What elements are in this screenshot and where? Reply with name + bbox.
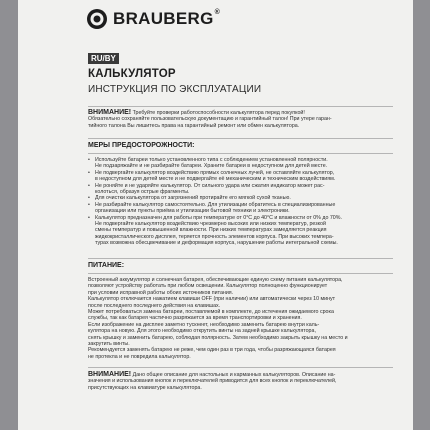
attention-line: присутствующих на клавиатуре калькулятора. — [88, 384, 202, 391]
power-header: ПИТАНИЕ: — [88, 262, 125, 269]
power-line: закрутить винты. — [88, 341, 130, 348]
divider — [88, 273, 393, 274]
power-line: Может потребоваться замена батареи, поставляемой в комплекте, до истечения ожидаемого срока — [88, 309, 334, 316]
document-title: КАЛЬКУЛЯТОР — [88, 68, 176, 80]
attention-line: значения и использования кнопок и переключателей приводится для всех кнопок и переключателей, — [88, 378, 337, 385]
precautions-list — [88, 157, 393, 247]
list-item: • Для очистки калькулятора от загрязнений протирайте его мягкой сухой тканью. — [88, 195, 393, 201]
list-item: • Калькулятор предназначен для работы при температуре от 0°С до 40°С и влажности от 0% до 70%. Не подвергайте калькулятор воздействию чрезмерно высоких или низких температур, резкой смены температур и повышенной влажности. При низких температурах замедляется реакция жидкокристаллического дисплея, теряется прочность элементов корпуса. При высоких темпера- турах возможна обесцвечивание и деформация корпуса, нарушение работы интегральной схемы. — [88, 215, 393, 247]
brand-name: BRAUBERG® — [113, 9, 221, 28]
list-item: • Используйте батареи только установленного типа с соблюдением установленной полярности. Не подзаряжайте и не разбирайте батареи. Храните батареи в недоступном для детей месте. — [88, 157, 393, 170]
attention-label: ВНИМАНИЕ! — [88, 109, 132, 116]
power-line: снять крышку и заменить батарею, соблюдая полярность. Затем необходимо закрыть крышку на место и — [88, 334, 348, 341]
power-line: службы, так как батарея частично разряжается за время транспортировки и хранения. — [88, 315, 302, 322]
power-line: Рекомендуется заменять батарею не реже, чем один раз в три года, чтобы разряжающаяся батарея — [88, 347, 336, 354]
attention-label: ВНИМАНИЕ! — [88, 371, 132, 378]
power-section — [88, 277, 393, 360]
attention-lead: Дано общее описание для настольных и карманных калькуляторов. Описание на- — [132, 372, 336, 378]
list-item: • Не роняйте и не ударяйте калькулятор. От сильного удара или сжатия индикатор может рас- колоться, образуя острые фрагменты. — [88, 183, 393, 196]
brand-logo — [86, 8, 220, 30]
document-subtitle: ИНСТРУКЦИЯ ПО ЭКСПЛУАТАЦИИ — [88, 84, 262, 95]
divider — [88, 153, 393, 154]
precautions-header: МЕРЫ ПРЕДОСТОРОЖНОСТИ: — [88, 142, 195, 149]
divider — [88, 258, 393, 259]
divider — [88, 367, 393, 368]
power-line: позволяют устройству работать при любом освещении. Калькулятор полноценно функционирует — [88, 283, 328, 290]
power-line: Если изображение на дисплее заметно тускнеет, необходимо заменить батарею внутри каль- — [88, 321, 320, 328]
attention-note-2 — [88, 372, 393, 391]
power-line: Калькулятор отключается нажатием клавиши OFF (при наличии) или автоматически через 10 минут — [88, 296, 336, 303]
power-line: Встроенный аккумулятор и солнечная батарея, обеспечивающие единую схему питания калькулятора, — [88, 277, 343, 283]
attention-lead: Требуйте проверки работоспособности калькулятора перед покупкой! — [132, 110, 305, 116]
list-item: • Не подвергайте калькулятор воздействию прямых солнечных лучей, не оставляйте калькулятор, в недоступном для детей месте и не подвергайте её механическим и техническим воздействиям. — [88, 170, 393, 183]
attention-line: Обязательно сохраняйте пользовательскую документацию и гарантийный талон! При утере гаран- — [88, 116, 332, 123]
attention-note-1 — [88, 110, 393, 129]
language-badge: RU/BY — [88, 53, 119, 64]
list-item: • Не разбирайте калькулятор самостоятельно. Для утилизации обратитесь в специализированные организации или пункты приёма и утилизации бытовой техники и электроники. — [88, 202, 393, 215]
divider — [88, 138, 393, 139]
power-line: не протекла и не повредила калькулятор. — [88, 353, 191, 360]
attention-line: тийного талона Вы лишитесь права на гарантийный ремонт или обмен калькулятора. — [88, 122, 300, 129]
instruction-sheet — [18, 0, 413, 430]
power-line: после последнего последнего действия на клавишах. — [88, 302, 221, 309]
power-line: при условии исправной работы обоих источников питания. — [88, 289, 234, 296]
brand-mark-icon — [86, 8, 108, 30]
power-line: кулятора на новую. Для этого необходимо открутить винты на задней крышке калькулятора, — [88, 328, 316, 335]
divider — [88, 106, 393, 107]
